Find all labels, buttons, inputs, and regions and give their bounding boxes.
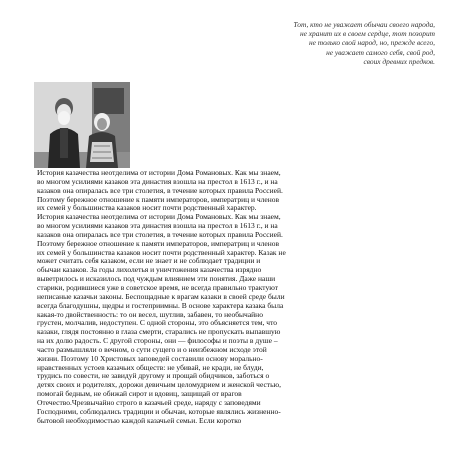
- epigraph-line: не только свой народ, но, прежде всего,: [308, 38, 435, 48]
- body-line: бытовой необходимостью каждой казачьей семьи. Если коротко: [37, 416, 242, 425]
- body-line: История казачества неотделима от истории Дома Романовых. Как мы знаем,: [37, 213, 281, 222]
- body-line: их семей у большинства казаков носит почти родственный характер. Казак не: [37, 248, 286, 257]
- body-line: Поэтому бережное отношение к памяти императоров, императриц и членов: [37, 239, 280, 248]
- body-line: детях своих и родителях, дорожи девичьим целомудрием и женской честью,: [37, 381, 281, 390]
- epigraph-line: не хранит их в своем сердце, тот позорит: [299, 29, 435, 39]
- body-line: казаки, глядя постоянно в глаза смерти, старались не пропускать выпавшую: [37, 328, 281, 337]
- body-line: какая-то двойственность: то он весел, шутлив, забавен, то необычайно: [37, 310, 263, 319]
- body-line: старики, родившиеся уже в советское время, не всегда правильно трактуют: [37, 283, 278, 292]
- photo-graphic: [34, 82, 130, 168]
- body-text: [37, 169, 421, 425]
- body-line: всегда благодушны, щедры и гостеприимны. В основе характера казака была: [37, 301, 284, 310]
- body-line: казаков она опиралась все три столетия, в течение которых правила Россией.: [37, 186, 283, 195]
- body-line: жизни. Поэтому 10 Христовых заповедей составили основу морально-: [37, 354, 263, 363]
- body-line: во многом усилиями казаков эта династия взошла на престол в 1613 г., и на: [37, 222, 278, 231]
- body-line: обычаи казаков. За годы лихолетья и уничтожения казачества изрядно: [37, 266, 262, 275]
- body-line: казаков она опиралась все три столетия, в течение которых правила Россией.: [37, 230, 283, 239]
- epigraph: [175, 20, 435, 66]
- body-line: их семей у большинства казаков носит почти родственный характер.: [37, 204, 257, 213]
- body-line: на их долю радость. С другой стороны, они — философы и поэты в душе –: [37, 337, 278, 346]
- old-couple-photo: [34, 82, 130, 168]
- body-line: трудись по совести, не завидуй другому и прощай обидчиков, заботься о: [37, 372, 270, 381]
- body-line: нравственных устоев казачьих обществ: не убивай, не кради, не блуди,: [37, 363, 264, 372]
- body-line: грустен, молчалив, недоступен. С одной стороны, это объясняется тем, что: [37, 319, 278, 328]
- body-line: История казачества неотделима от истории Дома Романовых. Как мы знаем,: [37, 169, 281, 177]
- body-line: Господними, соблюдались традиции и обычаи, которые являлись жизненно-: [37, 407, 281, 416]
- body-line: может считать себя казаком, если не знает и не соблюдает традиции и: [37, 257, 261, 266]
- epigraph-line: Тот, кто не уважает обычаи своего народа,: [293, 20, 435, 29]
- body-line: выветрилось и исказилось под чуждым влиянием эти понятия. Даже наши: [37, 275, 276, 284]
- body-line: часто размышляли о вечном, о сути сущего и о неизбежном исходе этой: [37, 345, 267, 354]
- body-line: Отечество.Чрезвычайно строго в казачьей среде, наряду с заповедями: [37, 398, 261, 407]
- body-line: помогай бедным, не обижай сирот и вдовиц, защищай от врагов: [37, 390, 242, 399]
- body-line: во многом усилиями казаков эта династия взошла на престол в 1613 г., и на: [37, 177, 278, 186]
- epigraph-line: не уважает самого себя, свой род,: [326, 47, 435, 57]
- body-line: неписаные казачьи законы. Беспощадные к врагам казаки в своей среде были: [37, 292, 285, 301]
- epigraph-line: своих древних предков.: [363, 56, 435, 66]
- body-line: Поэтому бережное отношение к памяти императоров, императриц и членов: [37, 195, 280, 204]
